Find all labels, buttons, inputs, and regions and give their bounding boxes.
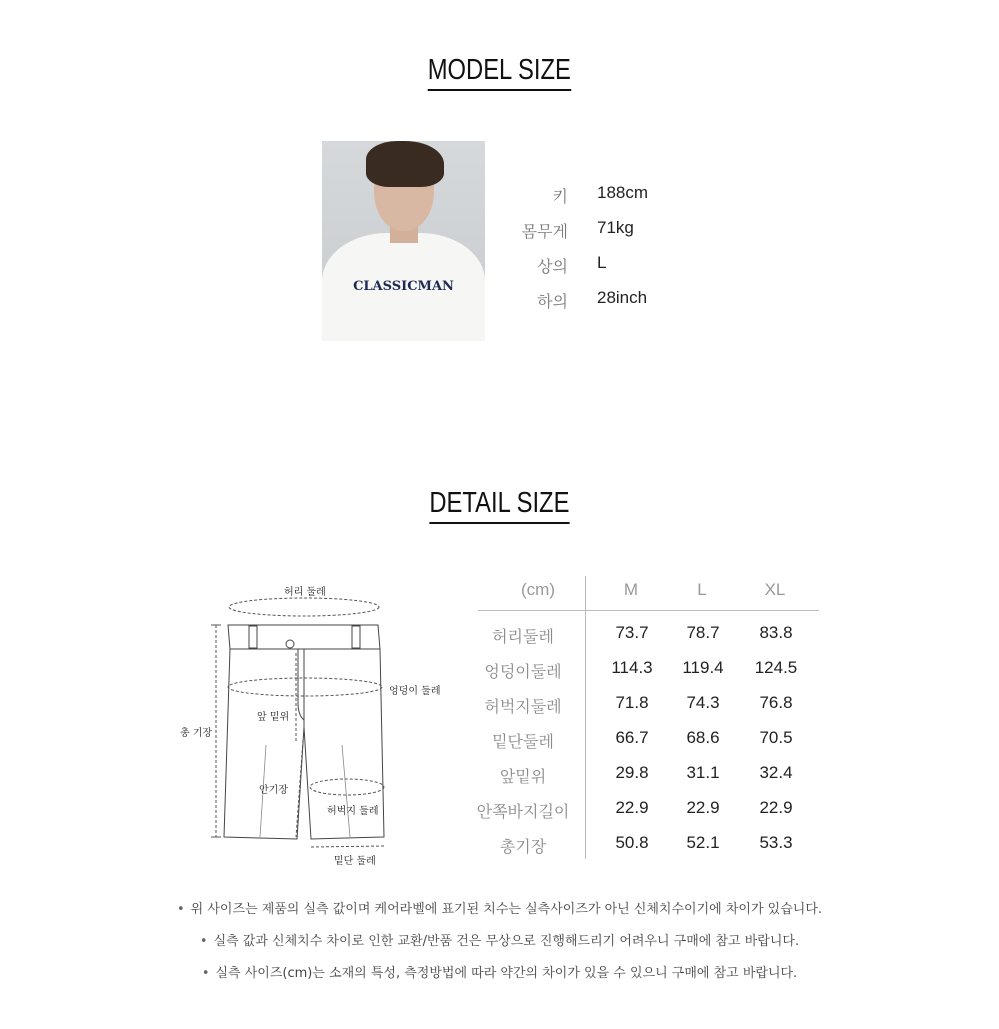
shirt-logo: CLASSICMAN (353, 279, 454, 294)
table-row-label: 총기장 (499, 837, 547, 856)
table-row-label: 엉덩이둘레 (484, 662, 562, 681)
model-value-bottom: 28inch (597, 288, 648, 307)
note-item (0, 898, 999, 917)
note-item (0, 930, 999, 949)
model-value-height: 188cm (597, 183, 649, 202)
table-cell: 31.1 (686, 763, 720, 782)
bullet-icon: • (176, 902, 185, 917)
detail-size-title-text: DETAIL SIZE (429, 487, 569, 524)
table-cell: 29.8 (615, 763, 649, 782)
table-row-label: 앞밑위 (499, 767, 547, 786)
table-cell: 50.8 (615, 833, 649, 852)
table-cell: 66.7 (615, 728, 649, 747)
table-cell: 22.9 (686, 798, 720, 817)
bullet-icon: • (201, 966, 210, 981)
model-value-top: L (597, 253, 607, 272)
table-cell: 119.4 (682, 658, 724, 677)
bullet-icon: • (199, 934, 208, 949)
table-cell: 73.7 (615, 623, 649, 642)
model-label-top: 상의 (537, 257, 568, 276)
table-row-label: 안쪽바지길이 (476, 802, 570, 821)
shorts-diagram (170, 575, 460, 875)
table-size-header-l: L (697, 580, 707, 599)
shorts-drawing (170, 575, 460, 875)
table-horizontal-rule (478, 610, 819, 611)
table-cell: 32.4 (759, 763, 793, 782)
table-cell: 78.7 (686, 623, 720, 642)
model-size-title (0, 54, 999, 91)
label-thigh: 허벅지 둘레 (327, 806, 379, 817)
table-cell: 22.9 (615, 798, 649, 817)
model-size-title-text: MODEL SIZE (428, 54, 571, 91)
table-cell: 71.8 (615, 693, 649, 712)
note-text: 위 사이즈는 제품의 실측 값이며 케어라벨에 표기된 치수는 실측사이즈가 아닌 신체치수이기에 차이가 있습니다. (190, 902, 823, 917)
note-item (0, 962, 999, 981)
table-unit-header: (cm) (521, 580, 555, 599)
table-cell: 114.3 (611, 658, 653, 677)
model-label-weight: 몸무게 (521, 222, 568, 241)
label-hip: 엉덩이 둘레 (389, 686, 441, 697)
table-cell: 53.3 (759, 833, 793, 852)
detail-size-title (0, 487, 999, 524)
label-front-rise: 앞 밑위 (257, 712, 290, 723)
label-waist: 허리 둘레 (284, 587, 326, 598)
table-cell: 70.5 (759, 728, 793, 747)
table-cell: 83.8 (759, 623, 793, 642)
table-size-header-m: M (623, 580, 639, 599)
model-photo (322, 141, 485, 341)
table-cell: 68.6 (686, 728, 720, 747)
model-value-weight: 71kg (597, 218, 634, 237)
table-cell: 76.8 (759, 693, 793, 712)
note-text: 실측 사이즈(cm)는 소재의 특성, 측정방법에 따라 약간의 차이가 있을 수 있으니 구매에 참고 바랍니다. (215, 966, 798, 981)
table-size-header-xl: XL (764, 580, 786, 599)
table-cell: 124.5 (754, 658, 798, 677)
model-label-bottom: 하의 (537, 292, 568, 311)
table-row-label: 허리둘레 (492, 627, 554, 646)
table-vertical-rule (585, 576, 586, 859)
label-hem: 밑단 둘레 (334, 856, 376, 867)
note-text: 실측 값과 신체치수 차이로 인한 교환/반품 건은 무상으로 진행해드리기 어려우니 구매에 참고 바랍니다. (213, 934, 800, 949)
table-row-label: 허벅지둘레 (484, 697, 562, 716)
model-hair (366, 141, 444, 187)
table-cell: 22.9 (759, 798, 793, 817)
label-total-length: 총 기장 (180, 728, 213, 739)
model-label-height: 키 (552, 187, 568, 206)
table-cell: 52.1 (686, 833, 720, 852)
table-row-label: 밑단둘레 (492, 732, 554, 751)
label-inseam: 안기장 (259, 785, 288, 796)
table-cell: 74.3 (686, 693, 720, 712)
